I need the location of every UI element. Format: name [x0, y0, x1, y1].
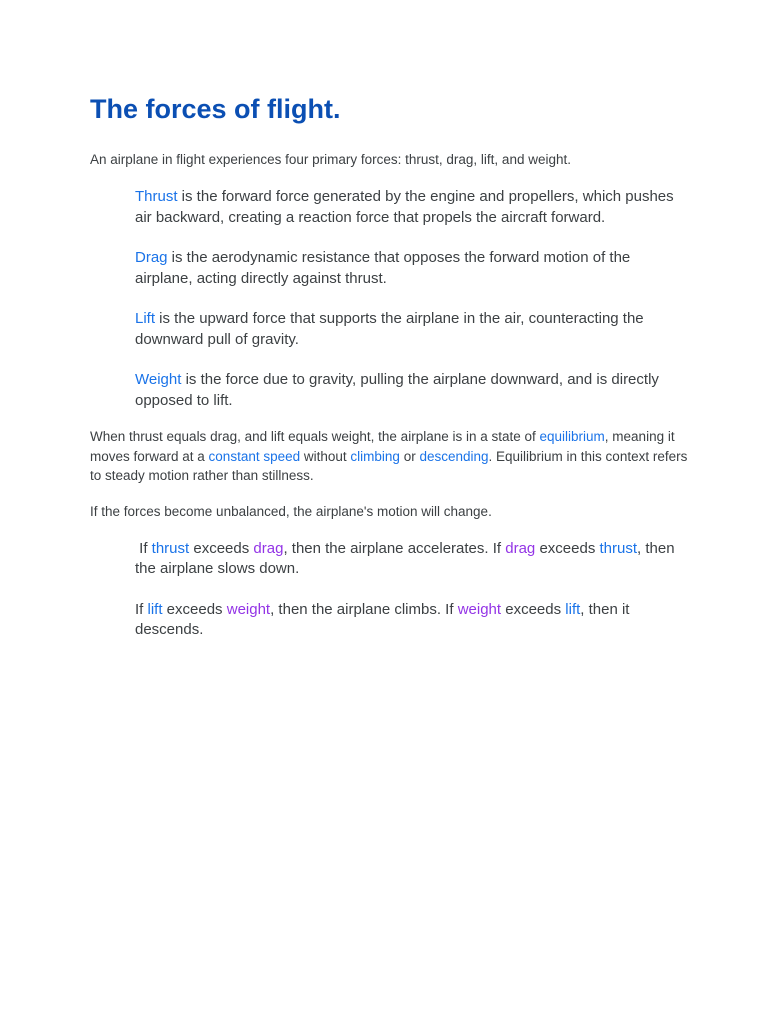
term-thrust-link[interactable]: Thrust [135, 188, 178, 205]
definition-thrust [135, 187, 685, 228]
term-weight-link[interactable]: Weight [135, 371, 182, 388]
rule2-weight-link[interactable]: weight [226, 600, 271, 618]
rule2-text-3: , then the airplane climbs. If [270, 600, 458, 618]
term-lift-link[interactable]: Lift [135, 310, 156, 327]
rule2-text-1: If [135, 600, 148, 618]
rule2-text-5: , then it descends. [135, 600, 630, 638]
definition-drag [135, 248, 685, 289]
definition-weight [135, 370, 685, 411]
term-drag-link[interactable]: Drag [135, 249, 168, 266]
rule1-text-1: If [135, 539, 152, 557]
equilibrium-text-1: When thrust equals drag, and lift equals weight, the airplane is in a state of [90, 429, 540, 444]
rule2-text-4: exceeds [501, 600, 566, 618]
descending-link[interactable]: descending [419, 448, 489, 464]
force-definitions [135, 187, 685, 411]
rule1-thrust-link-2[interactable]: thrust [599, 539, 638, 557]
definition-weight-text: is the force due to gravity, pulling the airplane downward, and is directly opposed to lift. [135, 371, 659, 409]
definition-thrust-text: is the forward force generated by the engine and propellers, which pushes air backward, creating a reaction force that propels the aircraft forward. [135, 188, 674, 226]
rule2-text-2: exceeds [162, 600, 227, 618]
equilibrium-paragraph [90, 427, 690, 486]
intro-paragraph: An airplane in flight experiences four primary forces: thrust, drag, lift, and weight. [90, 152, 571, 167]
rule-thrust-drag [135, 539, 685, 580]
definition-drag-text: is the aerodynamic resistance that opposes the forward motion of the airplane, acting directly against thrust. [135, 249, 631, 287]
constant-speed-link[interactable]: constant speed [208, 448, 301, 464]
rule2-lift-link[interactable]: lift [147, 600, 163, 618]
rule2-weight-link-2[interactable]: weight [457, 600, 502, 618]
equilibrium-text-4: or [399, 448, 420, 464]
equilibrium-text-3: without [300, 448, 351, 464]
rule2-lift-link-2[interactable]: lift [565, 600, 581, 618]
rule1-text-4: exceeds [535, 539, 600, 557]
document-page [90, 88, 690, 641]
definition-lift-text: is the upward force that supports the airplane in the air, counteracting the downward pull of gravity. [135, 310, 644, 348]
rule1-thrust-link[interactable]: thrust [151, 539, 190, 557]
rule1-text-3: , then the airplane accelerates. If [283, 539, 506, 557]
climbing-link[interactable]: climbing [350, 448, 400, 464]
equilibrium-link[interactable]: equilibrium [539, 429, 605, 444]
rule1-text-5: , then the airplane slows down. [135, 539, 675, 577]
equilibrium-text-2: , meaning it moves forward at a [90, 429, 675, 464]
equilibrium-text-5: . Equilibrium in this context refers to steady motion rather than stillness. [90, 448, 688, 483]
rule-lift-weight [135, 600, 685, 641]
unbalanced-paragraph: If the forces become unbalanced, the airplane's motion will change. [90, 503, 492, 519]
definition-lift [135, 309, 685, 350]
rule1-drag-link-2[interactable]: drag [505, 539, 536, 557]
page-title: The forces of flight. [90, 94, 341, 124]
rule1-drag-link[interactable]: drag [253, 539, 284, 557]
unbalanced-rules [135, 539, 685, 641]
rule1-text-2: exceeds [189, 539, 254, 557]
